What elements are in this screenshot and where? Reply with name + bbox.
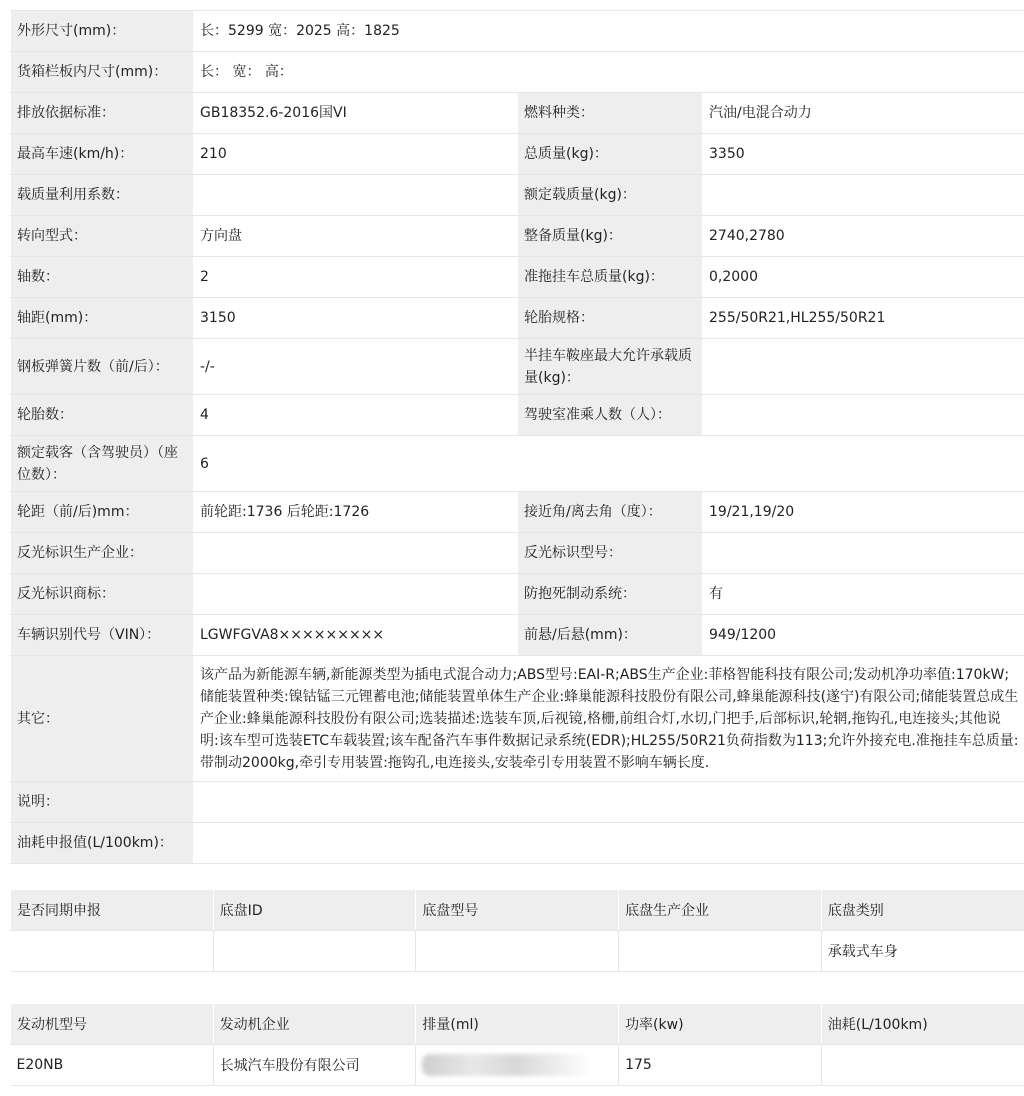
chassis-header-row <box>11 890 1024 931</box>
column-header: 底盘生产企业 <box>619 890 822 931</box>
spec-value: 2 <box>194 257 518 298</box>
column-header: 排量(ml) <box>416 1004 619 1045</box>
spec-row-track <box>11 492 1024 533</box>
spec-label: 额定载客（含驾驶员）（座位数）： <box>11 436 194 492</box>
column-header: 发动机型号 <box>11 1004 214 1045</box>
spec-label: 最高车速(km/h)： <box>11 134 194 175</box>
column-header: 发动机企业 <box>213 1004 416 1045</box>
spec-label: 驾驶室准乘人数（人）： <box>518 395 703 436</box>
spec-label: 轮胎规格： <box>518 298 703 339</box>
table-cell <box>416 931 619 972</box>
spec-value <box>703 395 1024 436</box>
spec-row-seating <box>11 436 1024 492</box>
spec-value <box>194 574 518 615</box>
spec-label: 车辆识别代号（VIN）： <box>11 615 194 656</box>
spec-label: 轮胎数： <box>11 395 194 436</box>
spec-label: 轴数： <box>11 257 194 298</box>
spec-row-load-coefficient <box>11 175 1024 216</box>
spec-value: 255/50R21,HL255/50R21 <box>703 298 1024 339</box>
spec-label: 轮距（前/后)mm： <box>11 492 194 533</box>
spec-label: 外形尺寸(mm)： <box>11 11 194 52</box>
spec-row-axles <box>11 257 1024 298</box>
spec-label: 总质量(kg)： <box>518 134 703 175</box>
spec-value <box>194 175 518 216</box>
spec-label: 转向型式： <box>11 216 194 257</box>
table-cell <box>821 1045 1024 1086</box>
table-cell: 长城汽车股份有限公司 <box>213 1045 416 1086</box>
table-row <box>11 931 1024 972</box>
spec-value: 方向盘 <box>194 216 518 257</box>
table-cell: E20NB <box>11 1045 214 1086</box>
spec-value: LGWFGVA8××××××××× <box>194 615 518 656</box>
spec-label: 防抱死制动系统： <box>518 574 703 615</box>
spec-value: 6 <box>194 436 1024 492</box>
spec-row-reflector-maker <box>11 533 1024 574</box>
spec-row-other <box>11 656 1024 782</box>
spec-label: 半挂车鞍座最大允许承载质量(kg)： <box>518 339 703 395</box>
spec-row-leaf-springs <box>11 339 1024 395</box>
table-cell <box>213 931 416 972</box>
spec-value: 3150 <box>194 298 518 339</box>
spec-label: 反光标识生产企业： <box>11 533 194 574</box>
column-header: 底盘类别 <box>821 890 1024 931</box>
spec-row-top-speed <box>11 134 1024 175</box>
spec-row-dimensions <box>11 11 1024 52</box>
table-cell <box>11 931 214 972</box>
spec-value: 19/21,19/20 <box>703 492 1024 533</box>
spec-value <box>703 175 1024 216</box>
spec-value: 3350 <box>703 134 1024 175</box>
chassis-table <box>10 890 1024 972</box>
spec-label: 轴距(mm)： <box>11 298 194 339</box>
spec-value: -/- <box>194 339 518 395</box>
spec-label: 排放依据标准： <box>11 93 194 134</box>
spec-label: 燃料种类： <box>518 93 703 134</box>
spec-label: 载质量利用系数： <box>11 175 194 216</box>
spec-value <box>703 339 1024 395</box>
spec-label: 接近角/离去角（度）： <box>518 492 703 533</box>
column-header: 底盘ID <box>213 890 416 931</box>
spec-label: 反光标识商标： <box>11 574 194 615</box>
engine-table <box>10 1004 1024 1086</box>
spec-row-cargo-box <box>11 52 1024 93</box>
table-cell: 承载式车身 <box>821 931 1024 972</box>
spec-value: 4 <box>194 395 518 436</box>
spec-label: 前悬/后悬(mm)： <box>518 615 703 656</box>
spec-value: 有 <box>703 574 1024 615</box>
spec-value: 0,2000 <box>703 257 1024 298</box>
spec-value <box>194 533 518 574</box>
spec-row-vin <box>11 615 1024 656</box>
column-header: 是否同期申报 <box>11 890 214 931</box>
column-header: 底盘型号 <box>416 890 619 931</box>
spec-value: GB18352.6-2016国VI <box>194 93 518 134</box>
spec-row-steering <box>11 216 1024 257</box>
spec-label: 整备质量(kg)： <box>518 216 703 257</box>
spec-value-other: 该产品为新能源车辆,新能源类型为插电式混合动力;ABS型号:EAI-R;ABS生产企业:菲格智能科技有限公司;发动机净功率值:170kW;储能装置种类:镍钴锰三元锂蓄电池;储能装置单体生产企业:蜂巢能源科技股份有限公司,蜂巢能源科技(遂宁)有限公司;储能装置总成生产企业:蜂巢能源科技股份有限公司;选装描述:选装车顶,后视镜,格栅,前组合灯,水切,门把手,后部标识,轮辋,拖钩孔,电连接头;其他说明:该车型可选装ETC车载装置;该车配备汽车事件数据记录系统(EDR);HL255/50R21负荷指数为113;允许外接充电.准拖挂车总质量:带制动2000kg,牵引专用装置:拖钩孔,电连接头,安装牵引专用装置不影响车辆长度. <box>194 656 1024 782</box>
spec-row-reflector-brand <box>11 574 1024 615</box>
spec-label: 钢板弹簧片数（前/后）： <box>11 339 194 395</box>
spec-row-fuel-consumption <box>11 823 1024 864</box>
column-header: 功率(kw) <box>619 1004 822 1045</box>
spec-value <box>194 782 1024 823</box>
redacted-value <box>422 1054 592 1076</box>
engine-header-row <box>11 1004 1024 1045</box>
spec-value: 长：5299 宽：2025 高：1825 <box>194 11 1024 52</box>
table-row <box>11 1045 1024 1086</box>
table-cell-redacted <box>416 1045 619 1086</box>
spec-value <box>703 533 1024 574</box>
spec-value: 210 <box>194 134 518 175</box>
spec-row-notes <box>11 782 1024 823</box>
column-header: 油耗(L/100km) <box>821 1004 1024 1045</box>
spec-value: 2740,2780 <box>703 216 1024 257</box>
spec-row-tire-count <box>11 395 1024 436</box>
spec-value: 汽油/电混合动力 <box>703 93 1024 134</box>
spec-label: 货箱栏板内尺寸(mm)： <box>11 52 194 93</box>
spec-row-emission <box>11 93 1024 134</box>
spec-value: 长： 宽： 高： <box>194 52 1024 93</box>
spec-label: 油耗申报值(L/100km)： <box>11 823 194 864</box>
spec-label: 说明： <box>11 782 194 823</box>
spec-label: 额定载质量(kg)： <box>518 175 703 216</box>
spec-row-wheelbase <box>11 298 1024 339</box>
spec-value: 前轮距:1736 后轮距:1726 <box>194 492 518 533</box>
vehicle-spec-table <box>10 10 1024 864</box>
spec-label: 准拖挂车总质量(kg)： <box>518 257 703 298</box>
spec-value <box>194 823 1024 864</box>
spec-value: 949/1200 <box>703 615 1024 656</box>
table-cell <box>619 931 822 972</box>
spec-label: 反光标识型号： <box>518 533 703 574</box>
spec-label: 其它： <box>11 656 194 782</box>
table-cell: 175 <box>619 1045 822 1086</box>
